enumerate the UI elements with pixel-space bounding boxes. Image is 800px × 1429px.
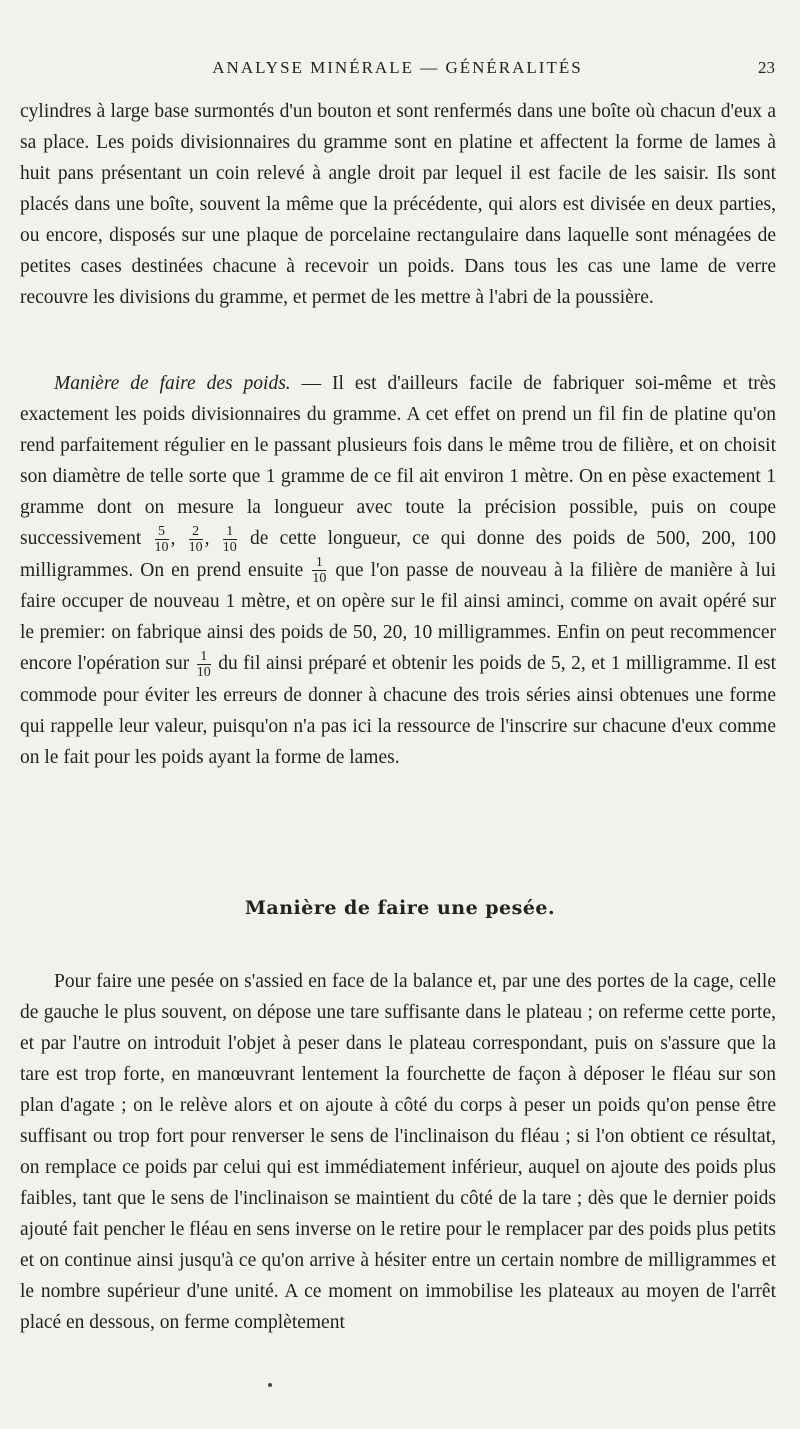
numerator: 1 xyxy=(226,523,234,539)
numerator: 1 xyxy=(315,555,323,571)
fraction xyxy=(197,650,211,680)
paragraph-text xyxy=(20,368,776,773)
fraction xyxy=(223,525,237,555)
numerator: 5 xyxy=(158,523,166,539)
paragraph-text: Pour faire une pesée on s'assied en face de la balance et, par une des portes de la cage, celle de gauche le plus souvent, on dépose une tare suffisante dans le plateau ; on referme cette porte, et par l'autre on introduit l'objet à peser dans le plateau correspondant, puis on s'assure que la tare est trop forte, en manœuvrant lentement la fourchette de façon à déposer le fléau sur son plan d'agate ; on le relève alors et on ajoute à côté du corps à peser un poids qu'on pense être suffisant ou trop fort pour renverser le sens de l'inclinaison du fléau ; si l'on obtient ce résultat, on remplace ce poids par celui qui est immédiatement inférieur, auquel on ajoute des poids plus faibles, tant que le sens de l'inclinaison se maintient du côté de la tare ; dès que le dernier poids ajouté fait pencher le fléau en sens inverse on le retire pour le remplacer par des poids plus petits et on continue ainsi jusqu'à ce qu'on arrive à hésiter entre un certain nombre de milligrammes et le nombre supérieur d'une unité. A ce moment on immobilise les plateaux au moyen de l'arrêt placé en dessous, on ferme complètement xyxy=(20,971,776,1333)
page-header xyxy=(20,58,775,86)
text-segment: de cette longueur, ce qui donne des poids de 500, 200, 100 milligrammes. On en prend ensuite xyxy=(20,528,777,581)
paragraph-weighing xyxy=(20,966,776,1338)
numerator: 2 xyxy=(192,523,200,539)
ink-speck xyxy=(268,1383,272,1387)
page-number: 23 xyxy=(758,58,775,77)
comma: , xyxy=(170,528,176,549)
paragraph-making-weights xyxy=(20,368,776,773)
fraction xyxy=(155,525,169,555)
paragraph-text: cylindres à large base surmontés d'un bouton et sont renfermés dans une boîte où chacun d'eux a sa place. Les poids divisionnaires du gramme sont en platine et affectent la forme de lames à huit pans présentant un coin relevé à angle droit par lequel il est facile de les saisir. Ils sont placés dans une boîte, souvent la même que la précédente, qui alors est divisée en deux parties, ou encore, disposés sur une plaque de porcelaine rectangulaire dans laquelle sont ménagées de petites cases destinées chacune à recevoir un poids. Dans tous les cas une lame de verre recouvre les divisions du gramme, et permet de les mettre à l'abri de la poussière. xyxy=(20,101,776,308)
denominator: 10 xyxy=(312,571,327,587)
denominator: 10 xyxy=(188,539,203,555)
denominator: 10 xyxy=(222,539,237,555)
run-in-title: Manière de faire des poids. xyxy=(54,373,291,394)
text-segment: que l'on passe de nouveau à la filière de manière à lui faire occuper de nouveau 1 mètre, et on opère sur le fil ainsi aminci, comme on avait opéré sur le premier: on fabrique ainsi des poids de 50, 20, 10 milligrammes. Enfin on peut recommencer encore l'opération sur xyxy=(20,559,777,675)
section-heading: Manière de faire une pesée. xyxy=(244,897,556,919)
numerator: 1 xyxy=(200,648,208,664)
running-title: ANALYSE MINÉRALE — GÉNÉRALITÉS xyxy=(212,58,583,77)
comma: , xyxy=(204,528,210,549)
fraction xyxy=(312,556,326,586)
paragraph-continued xyxy=(20,96,776,313)
denominator: 10 xyxy=(154,539,169,555)
text-segment: du fil ainsi préparé et obtenir les poids de 5, 2, et 1 milligramme. Il est commode pour éviter les erreurs de donner à chacune des trois séries ainsi obtenues une forme qui rappelle leur valeur, puisqu'on n'a pas ici la ressource de l'inscrire sur chacune d'eux comme on le fait pour les poids ayant la forme de lames. xyxy=(20,653,777,768)
denominator: 10 xyxy=(196,664,211,680)
fraction xyxy=(189,525,203,555)
text-segment: — Il est d'ailleurs facile de fabriquer soi-même et très exactement les poids divisionnaires du gramme. A cet effet on prend un fil fin de platine qu'on rend parfaitement régulier en le passant plusieurs fois dans le même trou de filière, et on choisit son diamètre de telle sorte que 1 gramme de ce fil ait environ 1 mètre. On en pèse exactement 1 gramme dont on mesure la longueur avec toute la précision possible, puis on coupe successivement xyxy=(20,373,776,549)
